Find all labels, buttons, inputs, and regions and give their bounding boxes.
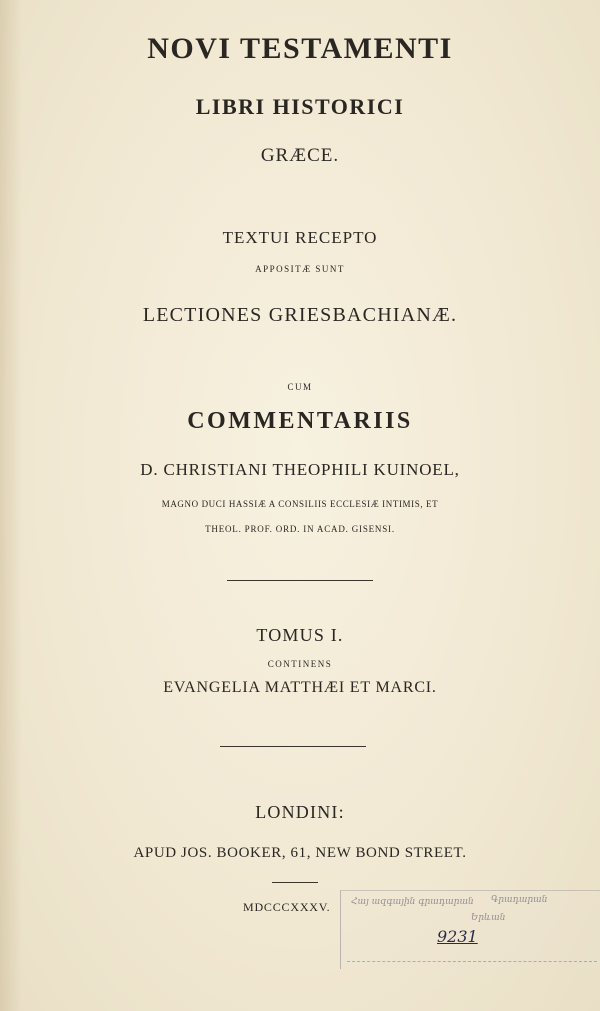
contents-line: EVANGELIA MATTHÆI ET MARCI.	[163, 679, 437, 696]
library-stamp	[340, 890, 600, 969]
book-subtitle: LIBRI HISTORICI	[195, 94, 405, 119]
continens-line: CONTINENS	[267, 659, 333, 669]
stamp-baseline	[347, 961, 597, 962]
divider-rule-2	[220, 746, 366, 747]
divider-rule-3	[272, 882, 318, 883]
divider-rule-1	[227, 580, 373, 581]
author-line: D. CHRISTIANI THEOPHILI KUINOEL,	[140, 460, 460, 479]
book-title: NOVI TESTAMENTI	[147, 32, 453, 65]
textui-recepto-line: TEXTUI RECEPTO	[222, 228, 378, 247]
tomus-line: TOMUS I.	[256, 625, 344, 645]
author-description-2: THEOL. PROF. ORD. IN ACAD. GISENSI.	[205, 524, 395, 534]
cum-line: CUM	[287, 382, 313, 392]
appositae-line: APPOSITÆ SUNT	[255, 264, 345, 274]
author-description-1: MAGNO DUCI HASSIÆ A CONSILIIS ECCLESIÆ INTIMIS, ET	[161, 499, 439, 509]
place-line: LONDINI:	[255, 802, 345, 822]
publisher-line: APUD JOS. BOOKER, 61, NEW BOND STREET.	[133, 845, 467, 861]
year-line: MDCCCXXXV.	[243, 900, 331, 914]
lectiones-line: LECTIONES GRIESBACHIANÆ.	[142, 304, 458, 326]
stamp-number: 9231	[437, 927, 478, 946]
commentariis-line: COMMENTARIIS	[187, 408, 413, 434]
stamp-faded-script-2: Գրադարան	[491, 895, 548, 905]
stamp-faded-script-3: Երևան	[471, 913, 506, 923]
language-line: GRÆCE.	[260, 145, 340, 166]
stamp-faded-script-1: Հայ ազգային գրադարան	[351, 897, 474, 907]
